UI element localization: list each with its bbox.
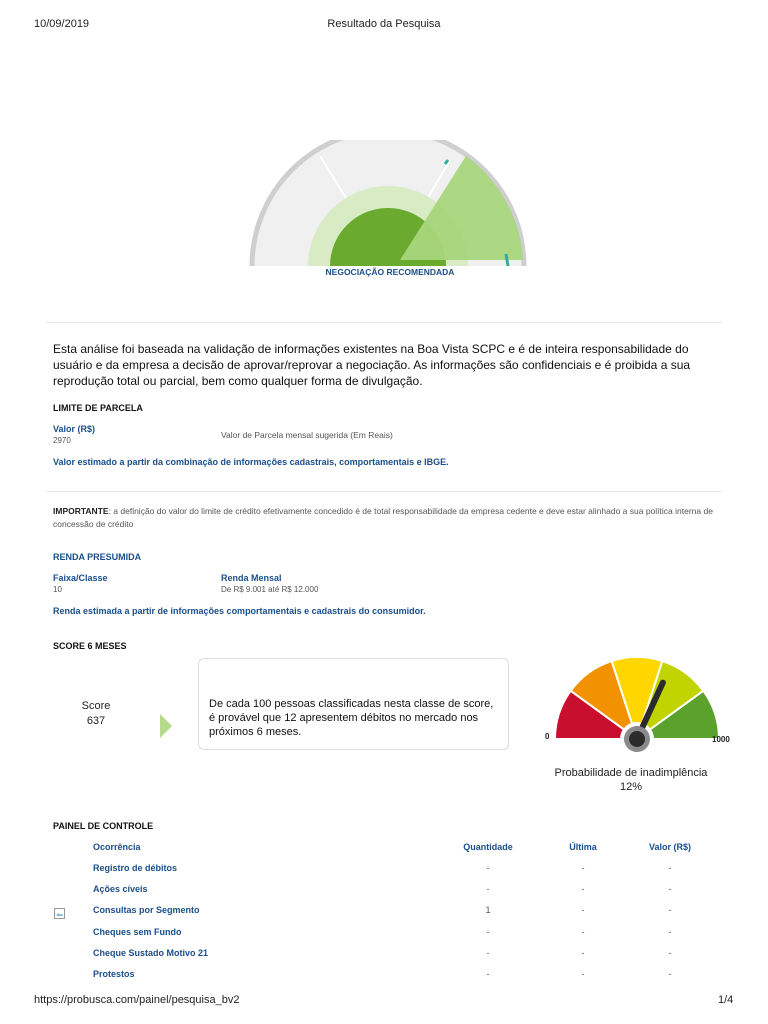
renda-title: RENDA PRESUMIDA: [53, 552, 142, 562]
row-ocorrencia: Protestos: [93, 969, 135, 979]
row-ultima: -: [581, 969, 585, 979]
recommendation-label: NEGOCIAÇÃO RECOMENDADA: [325, 267, 455, 277]
col-valor: Valor (R$): [648, 842, 691, 852]
score-description: De cada 100 pessoas classificadas nesta classe de score, é provável que 12 apresentem débitos no mercado nos próximos 6 meses.: [209, 698, 494, 738]
row-ocorrencia: Registro de débitos: [93, 863, 178, 873]
score-title: SCORE 6 MESES: [53, 641, 127, 651]
renda-mensal-label: Renda Mensal: [221, 573, 282, 583]
importante-label: IMPORTANTE: [53, 506, 109, 516]
gauge-hub-center: [629, 731, 645, 747]
importante-note: [53, 505, 721, 531]
row-quantidade: 1: [485, 905, 491, 915]
gauge-min-label: 0: [545, 732, 550, 741]
row-valor: -: [668, 969, 672, 979]
row-quantidade: -: [486, 927, 490, 937]
row-ocorrencia: Consultas por Segmento: [93, 905, 200, 915]
score-value: 637: [86, 715, 106, 727]
recommendation-chart: [240, 140, 540, 270]
divider: [46, 322, 722, 323]
probability-label: Probabilidade de inadimplência: [554, 767, 708, 779]
print-url: https://probusca.com/painel/pesquisa_bv2: [34, 994, 240, 1006]
row-valor: -: [668, 948, 672, 958]
row-ultima: -: [581, 927, 585, 937]
print-page: 1/4: [718, 994, 734, 1006]
row-valor: -: [668, 863, 672, 873]
disclaimer-text: Esta análise foi baseada na validação de informações existentes na Boa Vista SCPC e é de inteira responsabilidade do usuário e da empresa a decisão de aprovar/reprovar a negociação. As informações são confidenciais e é proibida a sua reprodução total ou parcial, bem como qualquer forma de divulgação.: [53, 342, 691, 388]
valor-label: Valor (R$): [53, 424, 96, 434]
probability-value: 12%: [619, 781, 643, 793]
divider: [46, 491, 722, 492]
gauge-max-label: 1000: [712, 735, 730, 744]
row-quantidade: -: [486, 969, 490, 979]
score-label: Score: [81, 700, 111, 712]
row-ultima: -: [581, 905, 585, 915]
print-title: Resultado da Pesquisa: [327, 18, 441, 30]
row-quantidade: -: [486, 948, 490, 958]
faixa-value: 10: [53, 585, 62, 594]
row-ultima: -: [581, 863, 585, 873]
col-quantidade: Quantidade: [463, 842, 513, 852]
score-gauge-svg: [540, 655, 740, 755]
row-ocorrencia: Ações cíveis: [93, 884, 148, 894]
print-date: 10/09/2019: [34, 18, 90, 30]
renda-mensal-value: De R$ 9.001 até R$ 12.000: [221, 585, 319, 594]
limite-note: Valor estimado a partir da combinação de informações cadastrais, comportamentais e IBGE.: [53, 457, 449, 467]
col-ocorrencia: Ocorrência: [93, 842, 141, 852]
recommendation-gauge: [240, 140, 540, 270]
row-valor: -: [668, 927, 672, 937]
score-gauge: [540, 655, 740, 755]
teal-accent: [506, 254, 508, 266]
row-valor: -: [668, 884, 672, 894]
row-ultima: -: [581, 884, 585, 894]
valor-value: 2970: [53, 436, 71, 445]
importante-text: : a definição do valor do limite de crédito efetivamente concedido é de total responsabilidade da empresa cedente e deve estar alinhado a sua política interna de concessão de crédito: [53, 506, 713, 529]
renda-note: Renda estimada a partir de informações comportamentais e cadastrais do consumidor.: [53, 606, 426, 616]
row-ultima: -: [581, 948, 585, 958]
faixa-label: Faixa/Classe: [53, 573, 108, 583]
row-quantidade: -: [486, 863, 490, 873]
valor-description: Valor de Parcela mensal sugerida (Em Reais): [221, 430, 393, 440]
row-quantidade: -: [486, 884, 490, 894]
arrow-icon: [160, 714, 174, 743]
painel-title: PAINEL DE CONTROLE: [53, 821, 154, 831]
row-ocorrencia: Cheque Sustado Motivo 21: [93, 948, 209, 958]
broken-image-icon: [54, 906, 65, 917]
limite-title: LIMITE DE PARCELA: [53, 403, 143, 413]
row-valor: -: [668, 905, 672, 915]
col-ultima: Última: [569, 842, 597, 852]
row-ocorrencia: Cheques sem Fundo: [93, 927, 182, 937]
